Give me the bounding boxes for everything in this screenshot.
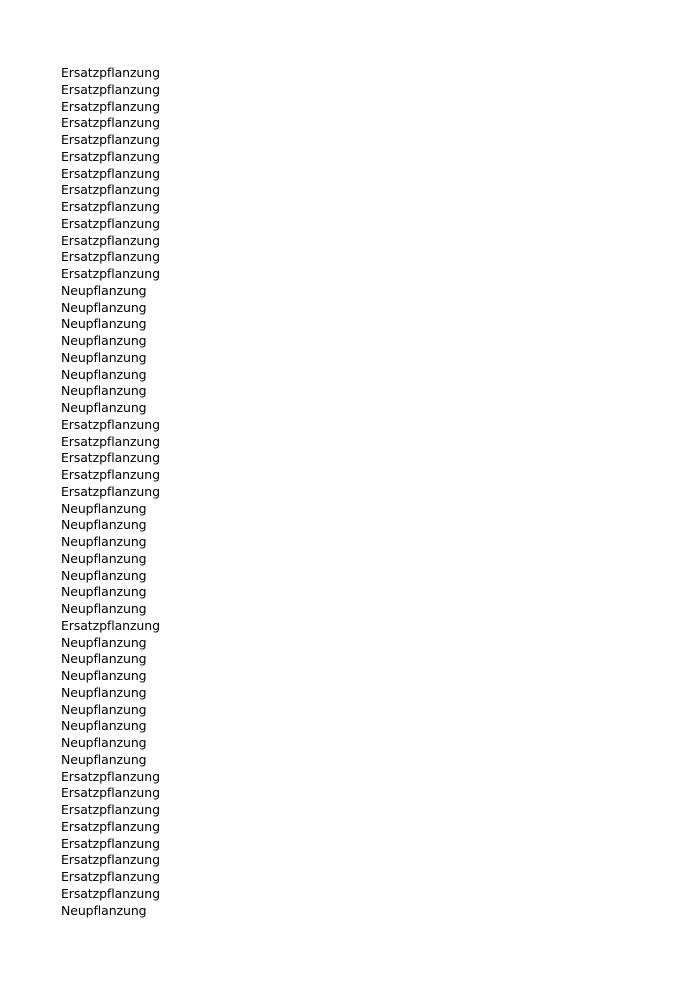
list-item: Neupflanzung bbox=[61, 299, 147, 315]
list-item: Neupflanzung bbox=[61, 668, 147, 683]
list-item: Ersatzpflanzung bbox=[61, 132, 160, 147]
list-item: Neupflanzung bbox=[61, 584, 147, 600]
list-item: Neupflanzung bbox=[61, 735, 147, 750]
list-item: Ersatzpflanzung bbox=[61, 182, 160, 198]
list-item: Ersatzpflanzung bbox=[61, 81, 160, 97]
list-item: Ersatzpflanzung bbox=[61, 148, 160, 164]
list-item: Ersatzpflanzung bbox=[61, 215, 160, 231]
list-item: Ersatzpflanzung bbox=[61, 467, 160, 482]
list-item: Ersatzpflanzung bbox=[61, 232, 160, 248]
list-item: Ersatzpflanzung bbox=[61, 416, 160, 432]
list-item: Neupflanzung bbox=[61, 534, 147, 549]
entry-list bbox=[61, 65, 160, 919]
list-item: Ersatzpflanzung bbox=[61, 433, 160, 449]
list-item: Ersatzpflanzung bbox=[61, 98, 160, 114]
list-item: Neupflanzung bbox=[61, 333, 147, 348]
list-item: Ersatzpflanzung bbox=[61, 617, 160, 633]
list-item: Neupflanzung bbox=[61, 383, 147, 399]
list-item: Ersatzpflanzung bbox=[61, 818, 160, 834]
list-item: Neupflanzung bbox=[61, 366, 147, 382]
list-item: Ersatzpflanzung bbox=[61, 852, 160, 868]
list-item: Ersatzpflanzung bbox=[61, 802, 160, 817]
list-item: Ersatzpflanzung bbox=[61, 199, 160, 214]
list-item: Ersatzpflanzung bbox=[61, 869, 160, 884]
list-item: Ersatzpflanzung bbox=[61, 483, 160, 499]
list-item: Neupflanzung bbox=[61, 349, 147, 365]
list-item: Ersatzpflanzung bbox=[61, 65, 160, 80]
list-item: Ersatzpflanzung bbox=[61, 165, 160, 181]
list-item: Neupflanzung bbox=[61, 567, 147, 583]
list-item: Neupflanzung bbox=[61, 316, 147, 332]
list-item: Ersatzpflanzung bbox=[61, 768, 160, 784]
list-item: Ersatzpflanzung bbox=[61, 835, 160, 851]
list-item: Neupflanzung bbox=[61, 751, 147, 767]
list-item: Neupflanzung bbox=[61, 601, 147, 616]
list-item: Neupflanzung bbox=[61, 282, 147, 298]
list-item: Neupflanzung bbox=[61, 701, 147, 717]
list-item: Ersatzpflanzung bbox=[61, 785, 160, 801]
list-item: Neupflanzung bbox=[61, 500, 147, 516]
list-item: Neupflanzung bbox=[61, 718, 147, 734]
list-item: Neupflanzung bbox=[61, 684, 147, 700]
list-item: Ersatzpflanzung bbox=[61, 115, 160, 131]
list-item: Neupflanzung bbox=[61, 550, 147, 566]
list-item: Ersatzpflanzung bbox=[61, 266, 160, 281]
list-item: Ersatzpflanzung bbox=[61, 885, 160, 901]
list-item: Neupflanzung bbox=[61, 517, 147, 533]
list-item: Ersatzpflanzung bbox=[61, 450, 160, 466]
list-item: Neupflanzung bbox=[61, 634, 147, 650]
list-item: Neupflanzung bbox=[61, 400, 147, 415]
list-item: Neupflanzung bbox=[61, 651, 147, 667]
list-item: Neupflanzung bbox=[61, 902, 147, 918]
list-item: Ersatzpflanzung bbox=[61, 249, 160, 265]
